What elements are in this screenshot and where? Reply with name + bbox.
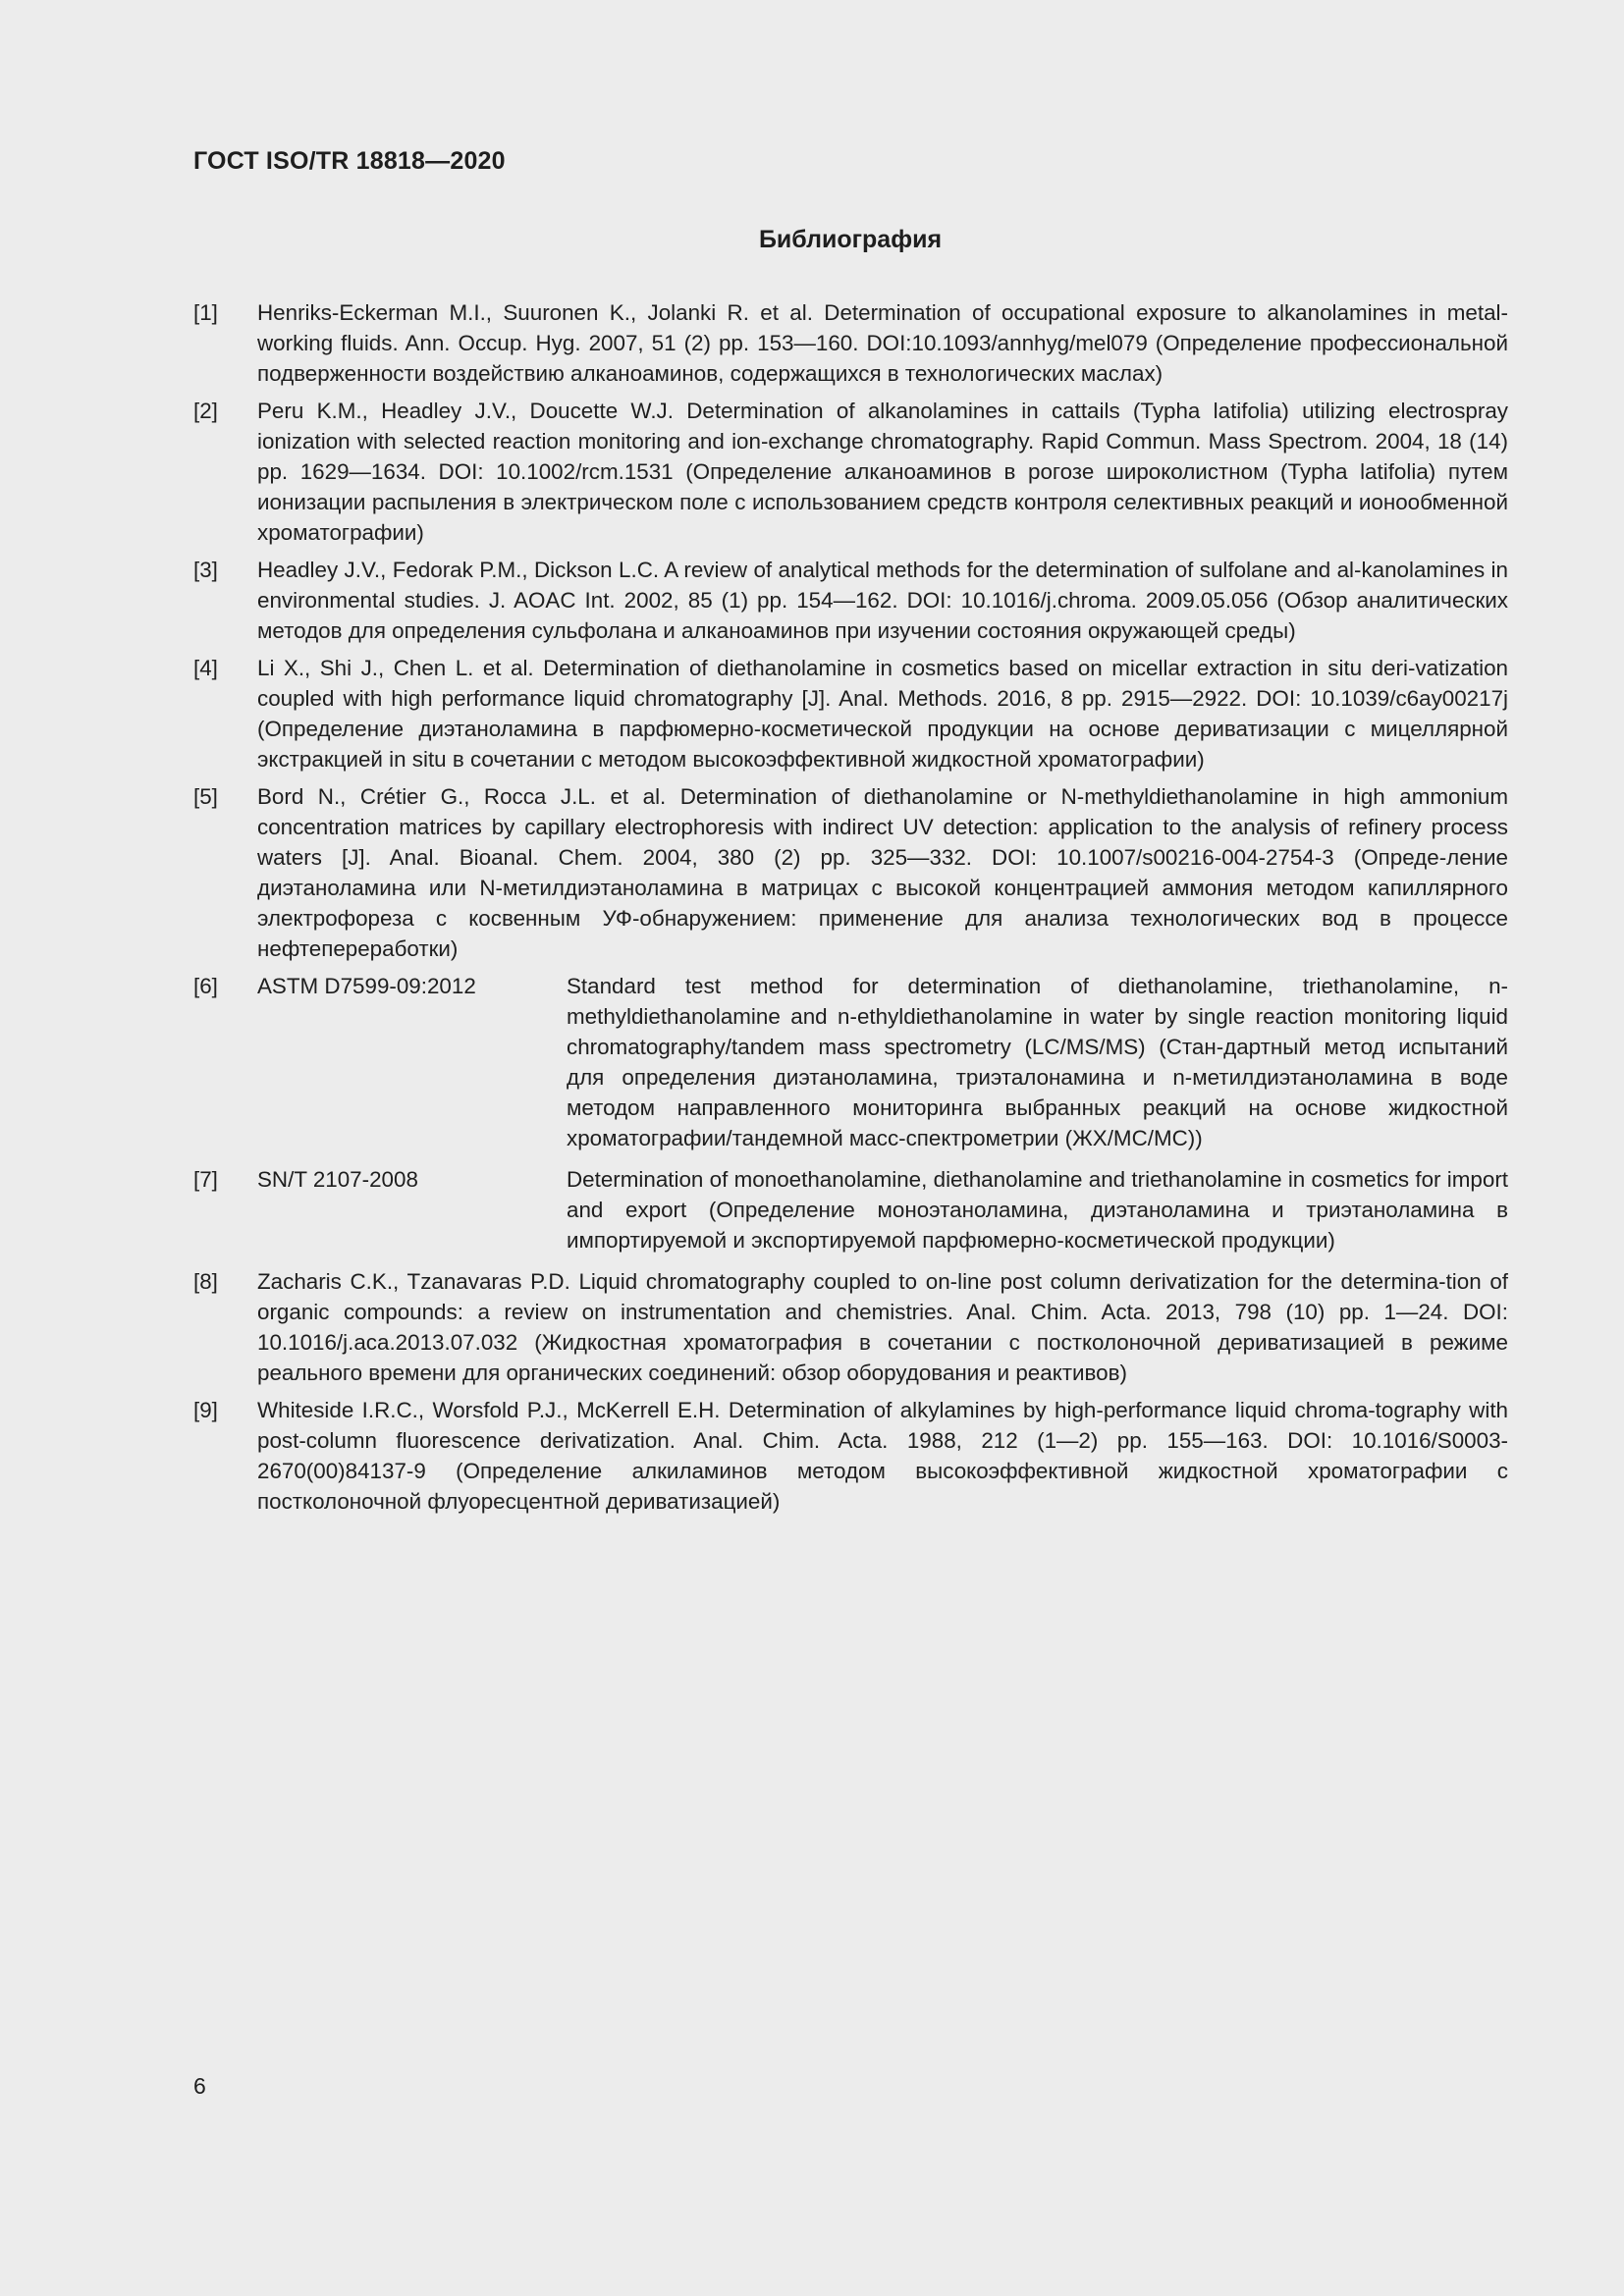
bibliography-entry-6 <box>193 971 1508 1153</box>
reference-number: [6] <box>193 974 218 998</box>
standard-title: Determination of monoethanolamine, diethanolamine and triethanolamine in cosmetics for import and export (Определение моноэтаноламина, диэтаноламина и триэтаноламина в импортируемой и экспортируемой парфюмерно-косметической продукции) <box>567 1167 1508 1253</box>
standard-code: SN/T 2107-2008 <box>257 1167 418 1192</box>
reference-text: Li X., Shi J., Chen L. et al. Determination of diethanolamine in cosmetics based on micellar extraction in situ deri-vatization coupled with high performance liquid chromatography [J]. Anal. Methods. 2016, 8 pp. 2915—2922. DOI: 10.1039/c6ay00217j (Определение диэтаноламина в парфюмерно-косметической продукции на основе дериватизации с мицеллярной экстракцией in situ в сочетании с методом высокоэффективной жидкостной хроматографии) <box>257 656 1508 772</box>
page-number: 6 <box>193 2073 206 2099</box>
section-title: Библиография <box>758 226 943 253</box>
reference-number: [2] <box>193 399 218 423</box>
bibliography-entry-2 <box>193 396 1508 548</box>
reference-number: [1] <box>193 300 218 325</box>
bibliography-entry-9 <box>193 1395 1508 1517</box>
reference-number: [7] <box>193 1167 218 1192</box>
reference-text: Whiteside I.R.C., Worsfold P.J., McKerrell E.H. Determination of alkylamines by high-performance liquid chroma-tography with post-column fluorescence derivatization. Anal. Chim. Acta. 1988, 212 (1—2) pp. 155—163. DOI: 10.1016/S0003-2670(00)84137-9 (Определение алкиламинов методом высокоэффективной жидкостной хроматографии с постколоночной флуоресцентной дериватизацией) <box>257 1398 1508 1514</box>
reference-text: Zacharis C.K., Tzanavaras P.D. Liquid chromatography coupled to on-line post column derivatization for the determina-tion of organic compounds: a review on instrumentation and chemistries. Anal. Chim. Acta. 2013, 798 (10) pp. 1—24. DOI: 10.1016/j.aca.2013.07.032 (Жидкостная хроматография в сочетании с постколоночной дериватизацией в режиме реального времени для органических соединений: обзор оборудования и реактивов) <box>257 1269 1508 1385</box>
bibliography-entry-8 <box>193 1266 1508 1388</box>
bibliography-entry-3 <box>193 555 1508 646</box>
reference-number: [3] <box>193 558 218 582</box>
bibliography-list <box>193 297 1508 1523</box>
bibliography-entry-5 <box>193 781 1508 964</box>
document-code: ГОСТ ISO/TR 18818—2020 <box>193 147 506 175</box>
bibliography-entry-1 <box>193 297 1508 389</box>
reference-number: [4] <box>193 656 218 680</box>
reference-text: Bord N., Crétier G., Rocca J.L. et al. Determination of diethanolamine or N-methyldiethanolamine in high ammonium concentration matrices by capillary electrophoresis with indirect UV detection: application to the analysis of refinery process waters [J]. Anal. Bioanal. Chem. 2004, 380 (2) pp. 325—332. DOI: 10.1007/s00216-004-2754-3 (Опреде-ление диэтаноламина или N-метилдиэтаноламина в матрицах с высокой концентрацией аммония методом капиллярного электрофореза с косвенным УФ-обнаружением: применение для анализа технологических вод в процессе нефтепереработки) <box>257 784 1508 961</box>
bibliography-entry-7 <box>193 1164 1508 1255</box>
reference-text: Henriks-Eckerman M.I., Suuronen K., Jolanki R. et al. Determination of occupational exposure to alkanolamines in metal-working fluids. Ann. Occup. Hyg. 2007, 51 (2) pp. 153—160. DOI:10.1093/annhyg/mel079 (Определение профессиональной подверженности воздействию алканоаминов, содержащихся в технологических маслах) <box>257 300 1508 386</box>
standard-code: ASTM D7599-09:2012 <box>257 974 476 998</box>
reference-number: [9] <box>193 1398 218 1422</box>
reference-text: Peru K.M., Headley J.V., Doucette W.J. Determination of alkanolamines in cattails (Typha latifolia) utilizing electrospray ionization with selected reaction monitoring and ion-exchange chromatography. Rapid Commun. Mass Spectrom. 2004, 18 (14) pp. 1629—1634. DOI: 10.1002/rcm.1531 (Определение алканоаминов в рогозе широколистном (Typha latifolia) путем ионизации распыления в электрическом поле с использованием средств контроля селективных реакций и ионообменной хроматографии) <box>257 399 1508 545</box>
standard-title: Standard test method for determination of diethanolamine, triethanolamine, n-methyldiethanolamine and n-ethyldiethanolamine in water by single reaction monitoring liquid chromatography/tandem mass spectrometry (LC/MS/MS) (Стан-дартный метод испытаний для определения диэтаноламина, триэталонамина и n-метилдиэтаноламина в воде методом направленного мониторинга выбранных реакций на основе жидкостной хроматографии/тандемной масс-спектрометрии (ЖХ/МС/МС)) <box>567 974 1508 1150</box>
bibliography-entry-4 <box>193 653 1508 774</box>
reference-number: [5] <box>193 784 218 809</box>
reference-number: [8] <box>193 1269 218 1294</box>
reference-text: Headley J.V., Fedorak P.M., Dickson L.C. A review of analytical methods for the determination of sulfolane and al-kanolamines in environmental studies. J. AOAC Int. 2002, 85 (1) pp. 154—162. DOI: 10.1016/j.chroma. 2009.05.056 (Обзор аналитических методов для определения сульфолана и алканоаминов при изучении состояния окружающей среды) <box>257 558 1508 643</box>
